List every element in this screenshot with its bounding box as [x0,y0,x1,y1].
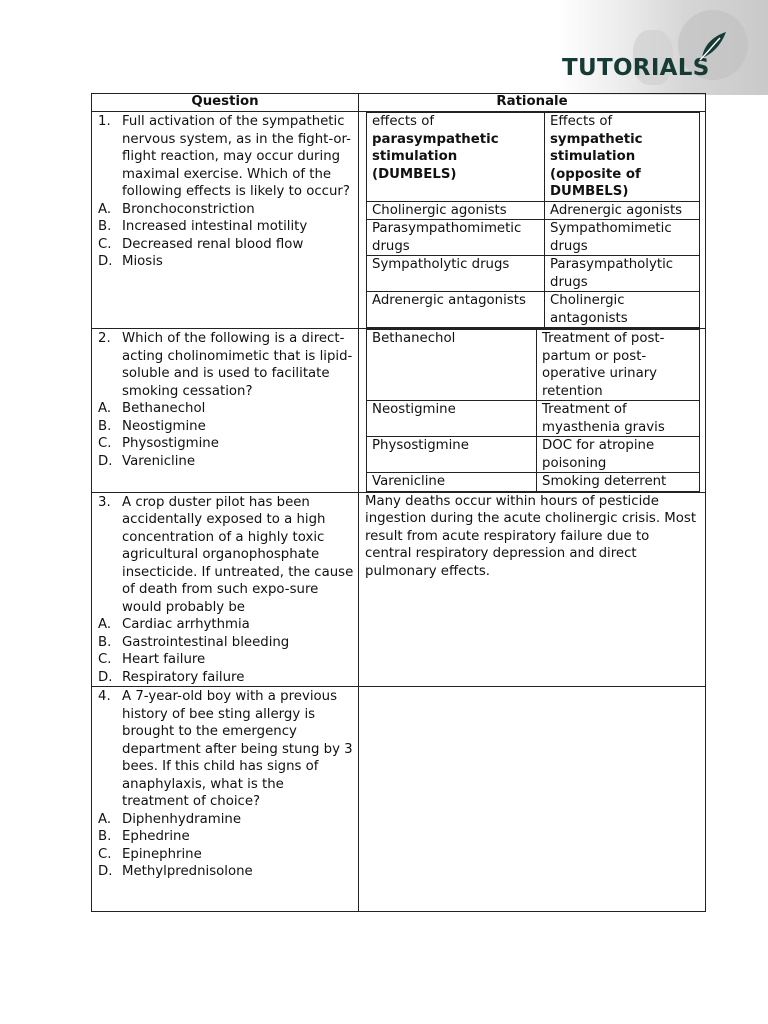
table-row [92,687,706,912]
rationale-column-header: Rationale [359,94,706,112]
answer-option: A. Bronchoconstriction [98,201,255,217]
answer-option: D. Varenicline [98,453,195,469]
drug-use-cell: DOC for atropine poisoning [537,437,700,473]
answer-option: D. Respiratory failure [98,669,245,685]
parasympathetic-header: effects of parasympathetic stimulation (DUMBELS) [367,113,545,202]
table-row [92,329,706,493]
drug-use-cell: Treatment of myasthenia gravis [537,401,700,437]
rationale-cell [359,329,706,493]
question-cell [92,112,359,329]
rationale-row [367,256,700,292]
drug-name-cell: Bethanechol [367,330,537,401]
table-header-row [92,94,706,112]
rationale-cell [359,687,706,912]
question-number: 4. [98,689,111,704]
sympathetic-header: Effects of sympathetic stimulation (opposite of DUMBELS) [545,113,700,202]
rationale-cell [359,492,706,687]
answer-option: A. Cardiac arrhythmia [98,617,250,632]
question-text: Full activation of the sympathetic nervous system, as in the fight-or-flight reaction, may occur during maximal exercise. Which of the following effects is likely to occur? [122,114,351,199]
rationale-right-cell: Parasympatholytic drugs [545,256,700,292]
table-row [92,492,706,687]
rationale-row [367,220,700,256]
brand-logo-text: TUTORIALS [562,55,710,81]
rationale-row [367,292,700,328]
question-number: 2. [98,331,111,346]
rationale-text: Many deaths occur within hours of pesticide ingestion during the acute cholinergic crisis. Most result from acute respiratory failure due to central respiratory depression and direct pulmonary effects. [365,493,697,579]
rationale-cell [359,112,706,329]
drug-use-cell: Smoking deterrent [537,473,700,492]
table-row [92,112,706,329]
drug-name-cell: Varenicline [367,473,537,492]
rationale-head-row [367,113,700,202]
drug-use-cell: Treatment of post-partum or post-operative urinary retention [537,330,700,401]
question-number: 3. [98,494,111,510]
question-cell [92,492,359,687]
answer-option: D. Methylprednisolone [98,864,253,879]
rationale-row [367,201,700,220]
question-text: A crop duster pilot has been accidentally exposed to a high concentration of a highly toxic agricultural organophosphate insecticide. If untreated, the cause of death from such expo-sure would probably be [122,494,354,615]
answer-option: C. Heart failure [98,652,206,667]
question-text: A 7-year-old boy with a previous history of bee sting allergy is brought to the emergency department after being stung by 3 bees. If this child has signs of anaphylaxis, what is the treatment of choice? [122,689,353,809]
rationale-row [367,437,700,473]
rationale-left-cell: Cholinergic agonists [367,201,545,220]
rationale-row [367,401,700,437]
question-cell [92,329,359,493]
rationale-comparison-table [366,112,700,328]
answer-option: B. Ephedrine [98,829,190,844]
leaf-logo-icon [698,30,728,62]
answer-option: C. Epinephrine [98,846,202,862]
drug-name-cell: Physostigmine [367,437,537,473]
answer-option: A. Diphenhydramine [98,811,242,827]
question-text: Which of the following is a direct-acting cholinomimetic that is lipid-soluble and is used to facilitate smoking cessation? [122,331,353,399]
drug-name-cell: Neostigmine [367,401,537,437]
rationale-right-cell: Adrenergic agonists [545,201,700,220]
rationale-row [367,473,700,492]
rationale-row [367,330,700,401]
answer-option: A. Bethanechol [98,401,206,416]
question-rationale-table [91,93,706,912]
rationale-right-cell: Sympathomimetic drugs [545,220,700,256]
drug-use-table [366,329,700,492]
answer-option: B. Increased intestinal motility [98,219,308,234]
answer-option: D. Miosis [98,254,163,269]
answer-option: C. Decreased renal blood flow [98,236,304,252]
answer-option: B. Gastrointestinal bleeding [98,634,290,650]
rationale-left-cell: Sympatholytic drugs [367,256,545,292]
rationale-left-cell: Adrenergic antagonists [367,292,545,328]
rationale-right-cell: Cholinergic antagonists [545,292,700,328]
answer-option: B. Neostigmine [98,418,206,434]
question-cell [92,687,359,912]
question-column-header: Question [92,94,359,112]
question-number: 1. [98,114,111,129]
rationale-left-cell: Parasympathomimetic drugs [367,220,545,256]
answer-option: C. Physostigmine [98,436,219,451]
